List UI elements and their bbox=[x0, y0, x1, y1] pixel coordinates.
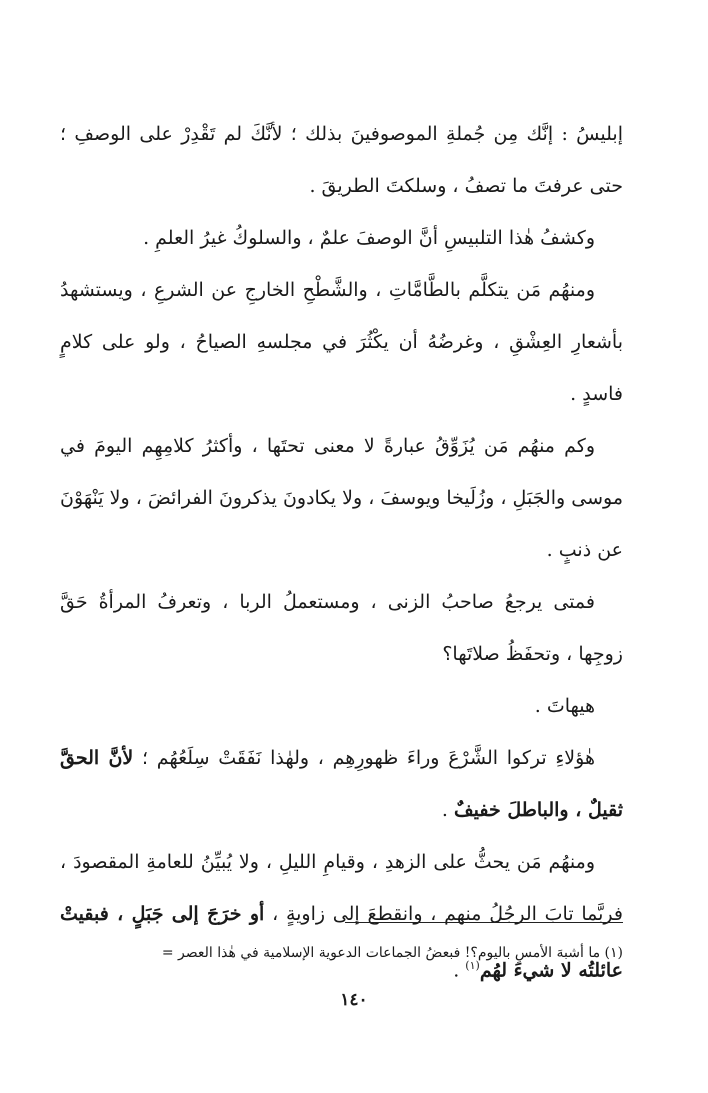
paragraph-2 bbox=[60, 212, 623, 264]
paragraph-7-end: . bbox=[441, 799, 454, 821]
paragraph-3 bbox=[60, 264, 623, 420]
footnote: (١) ما أشبهَ الأمسِ باليوم؟! فبعضُ الجماعات الدعوية الإسلامية في هٰذا العصر = bbox=[161, 945, 623, 961]
paragraph-1 bbox=[60, 108, 623, 212]
paragraph-8 bbox=[60, 836, 623, 996]
paragraph-1-text: إبليسُ : إنَّك مِن جُملةِ الموصوفينَ بذلك ؛ لأنَّكَ لم تَقْدِرْ على الوصفِ ؛ حتى عرفتَ ما تصفُ ، وسلكتَ الطريقَ . bbox=[60, 123, 623, 197]
paragraph-5-text: فمتى يرجعُ صاحبُ الزنى ، ومستعملُ الربا ، وتعرفُ المرأةُ حَقَّ زوجِها ، وتحفَظُ صلاتَها؟ bbox=[60, 591, 623, 665]
paragraph-7 bbox=[60, 732, 623, 836]
paragraph-4 bbox=[60, 420, 623, 576]
paragraph-3-text: ومنهُم مَن يتكلَّم بالطَّامَّاتِ ، والشَّطْحِ الخارجِ عن الشرعِ ، ويستشهدُ بأشعارِ العِشْقِ ، وغرضُهُ أن يكْثُرَ في مجلسهِ الصياحُ ، ولو على كلامٍ فاسدٍ . bbox=[60, 279, 623, 405]
footnote-divider bbox=[345, 922, 623, 923]
paragraph-8-end: . bbox=[453, 959, 466, 982]
paragraph-8-bold-text: أو خرَجَ إلى جَبَلٍ ، فبقيتْ عائلتُه لا شيءَ لهُم bbox=[60, 903, 623, 982]
paragraph-6-text: هيهاتَ . bbox=[534, 695, 595, 717]
paragraph-4-text: وكم منهُم مَن يُزَوِّقُ عبارةً لا معنى تحتَها ، وأكثرُ كلامِهِم اليومَ في موسى والجَبَلِ ، وزُلَيخا ويوسفَ ، ولا يكادونَ يذكرونَ الفرائضَ ، ولا يَنْهَوْنَ عن ذنبٍ . bbox=[60, 435, 623, 561]
page-number: ١٤٠ bbox=[340, 990, 368, 1010]
paragraph-7-bold-text: لأنَّ الحقَّ ثقيلٌ ، والباطلَ خفيفٌ bbox=[60, 747, 623, 821]
paragraph-8-text: ومنهُم مَن يحثُّ على الزهدِ ، وقيامِ الليلِ ، ولا يُبيِّنُ للعامةِ المقصودَ ، فربَّما تابَ الرجُلُ منهم ، وانقطعَ إلى زاويةٍ ، bbox=[60, 851, 623, 925]
paragraph-2-text: وكشفُ هٰذا التلبيسِ أنَّ الوصفَ علمٌ ، والسلوكُ غيرُ العلمِ . bbox=[143, 227, 595, 249]
paragraph-6 bbox=[60, 680, 623, 732]
footnote-reference[interactable]: (١) bbox=[465, 959, 480, 972]
body-text bbox=[60, 108, 623, 996]
paragraph-5 bbox=[60, 576, 623, 680]
paragraph-7-text: هٰؤلاءِ تركوا الشَّرْعَ وراءَ ظهورِهِم ، ولهٰذا نَفَقَتْ سِلَعُهُم ؛ bbox=[133, 747, 595, 769]
